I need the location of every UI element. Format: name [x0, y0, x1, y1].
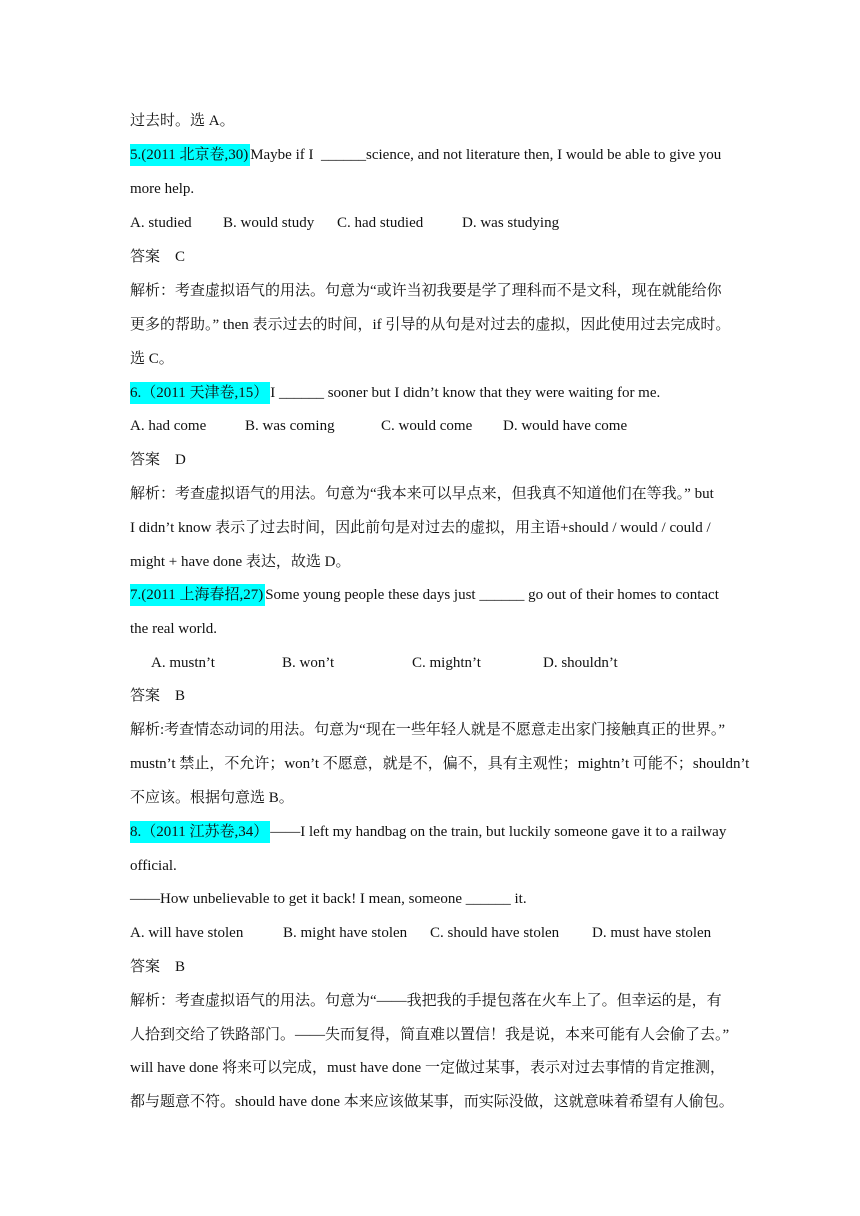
explanation-line: 解析:考查情态动词的用法。句意为“现在一些年轻人就是不愿意走出家门接触真正的世界。”	[130, 722, 725, 738]
answer: 答案 B	[130, 959, 186, 975]
option-c: C. had studied	[337, 215, 424, 231]
option-a: A. had come	[130, 418, 207, 434]
explanation-line: I didn’t know 表示了过去时间，因此前句是对过去的虚拟，用主语+should / would / could /	[130, 520, 711, 536]
explanation-line: 更多的帮助。” then 表示过去的时间，if 引导的从句是对过去的虚拟，因此使用过去完成时。	[130, 317, 731, 333]
option-d: D. shouldn’t	[543, 655, 618, 671]
source-tag: 6.（2011 天津卷,15）	[130, 382, 270, 404]
option-c: C. should have stolen	[430, 925, 560, 941]
answer: 答案 C	[130, 249, 186, 265]
explanation-line: 选 C。	[130, 351, 174, 367]
option-c: C. mightn’t	[412, 655, 481, 671]
text-line: more help.	[130, 181, 195, 197]
text-line: official.	[130, 858, 177, 874]
option-d: D. was studying	[462, 215, 560, 231]
explanation-line: 解析：考查虚拟语气的用法。句意为“——我把我的手提包落在火车上了。但幸运的是，有	[130, 993, 722, 1009]
question-text: I ______ sooner but I didn’t know that they were waiting for me.	[270, 385, 661, 401]
explanation-line: 都与题意不符。should have done 本来应该做某事，而实际没做，这就意味着希望有人偷包。	[130, 1094, 734, 1110]
text-line: 过去时。选 A。	[130, 113, 235, 129]
text-line: the real world.	[130, 621, 218, 637]
question-8	[130, 821, 726, 843]
explanation-line: might + have done 表达，故选 D。	[130, 554, 351, 570]
explanation-line: mustn’t 禁止，不允许；won’t 不愿意，就是不，偏不，具有主观性；mightn’t 可能不；shouldn’t	[130, 756, 750, 772]
source-tag: 7.(2011 上海春招,27)	[130, 584, 265, 606]
explanation-line: will have done 将来可以完成，must have done 一定做过某事，表示对过去事情的肯定推测，	[130, 1060, 725, 1076]
option-c: C. would come	[381, 418, 473, 434]
question-text: Maybe if I ______science, and not literature then, I would be able to give you	[250, 147, 722, 163]
question-text: ——I left my handbag on the train, but luckily someone gave it to a railway	[270, 824, 727, 840]
text-line: ——How unbelievable to get it back! I mean, someone ______ it.	[130, 891, 527, 907]
explanation-line: 解析：考查虚拟语气的用法。句意为“我本来可以早点来，但我真不知道他们在等我。” but	[130, 486, 714, 502]
option-a: A. studied	[130, 215, 192, 231]
question-7	[130, 584, 719, 606]
option-b: B. would study	[223, 215, 315, 231]
explanation-line: 解析：考查虚拟语气的用法。句意为“或许当初我要是学了理科而不是文科，现在就能给你	[130, 283, 722, 299]
option-b: B. was coming	[245, 418, 335, 434]
question-text: Some young people these days just ______ go out of their homes to contact	[265, 587, 719, 603]
option-a: A. mustn’t	[151, 655, 215, 671]
answer: 答案 D	[130, 452, 186, 468]
source-tag: 5.(2011 北京卷,30)	[130, 144, 250, 166]
option-d: D. must have stolen	[592, 925, 712, 941]
explanation-line: 不应该。根据句意选 B。	[130, 790, 294, 806]
option-d: D. would have come	[503, 418, 628, 434]
answer: 答案 B	[130, 688, 186, 704]
question-5	[130, 144, 721, 166]
option-b: B. might have stolen	[283, 925, 408, 941]
question-6	[130, 382, 660, 404]
source-tag: 8.（2011 江苏卷,34）	[130, 821, 270, 843]
explanation-line: 人拾到交给了铁路部门。——失而复得，简直难以置信！我是说，本来可能有人会偷了去。”	[130, 1027, 730, 1043]
option-a: A. will have stolen	[130, 925, 244, 941]
option-b: B. won’t	[282, 655, 335, 671]
